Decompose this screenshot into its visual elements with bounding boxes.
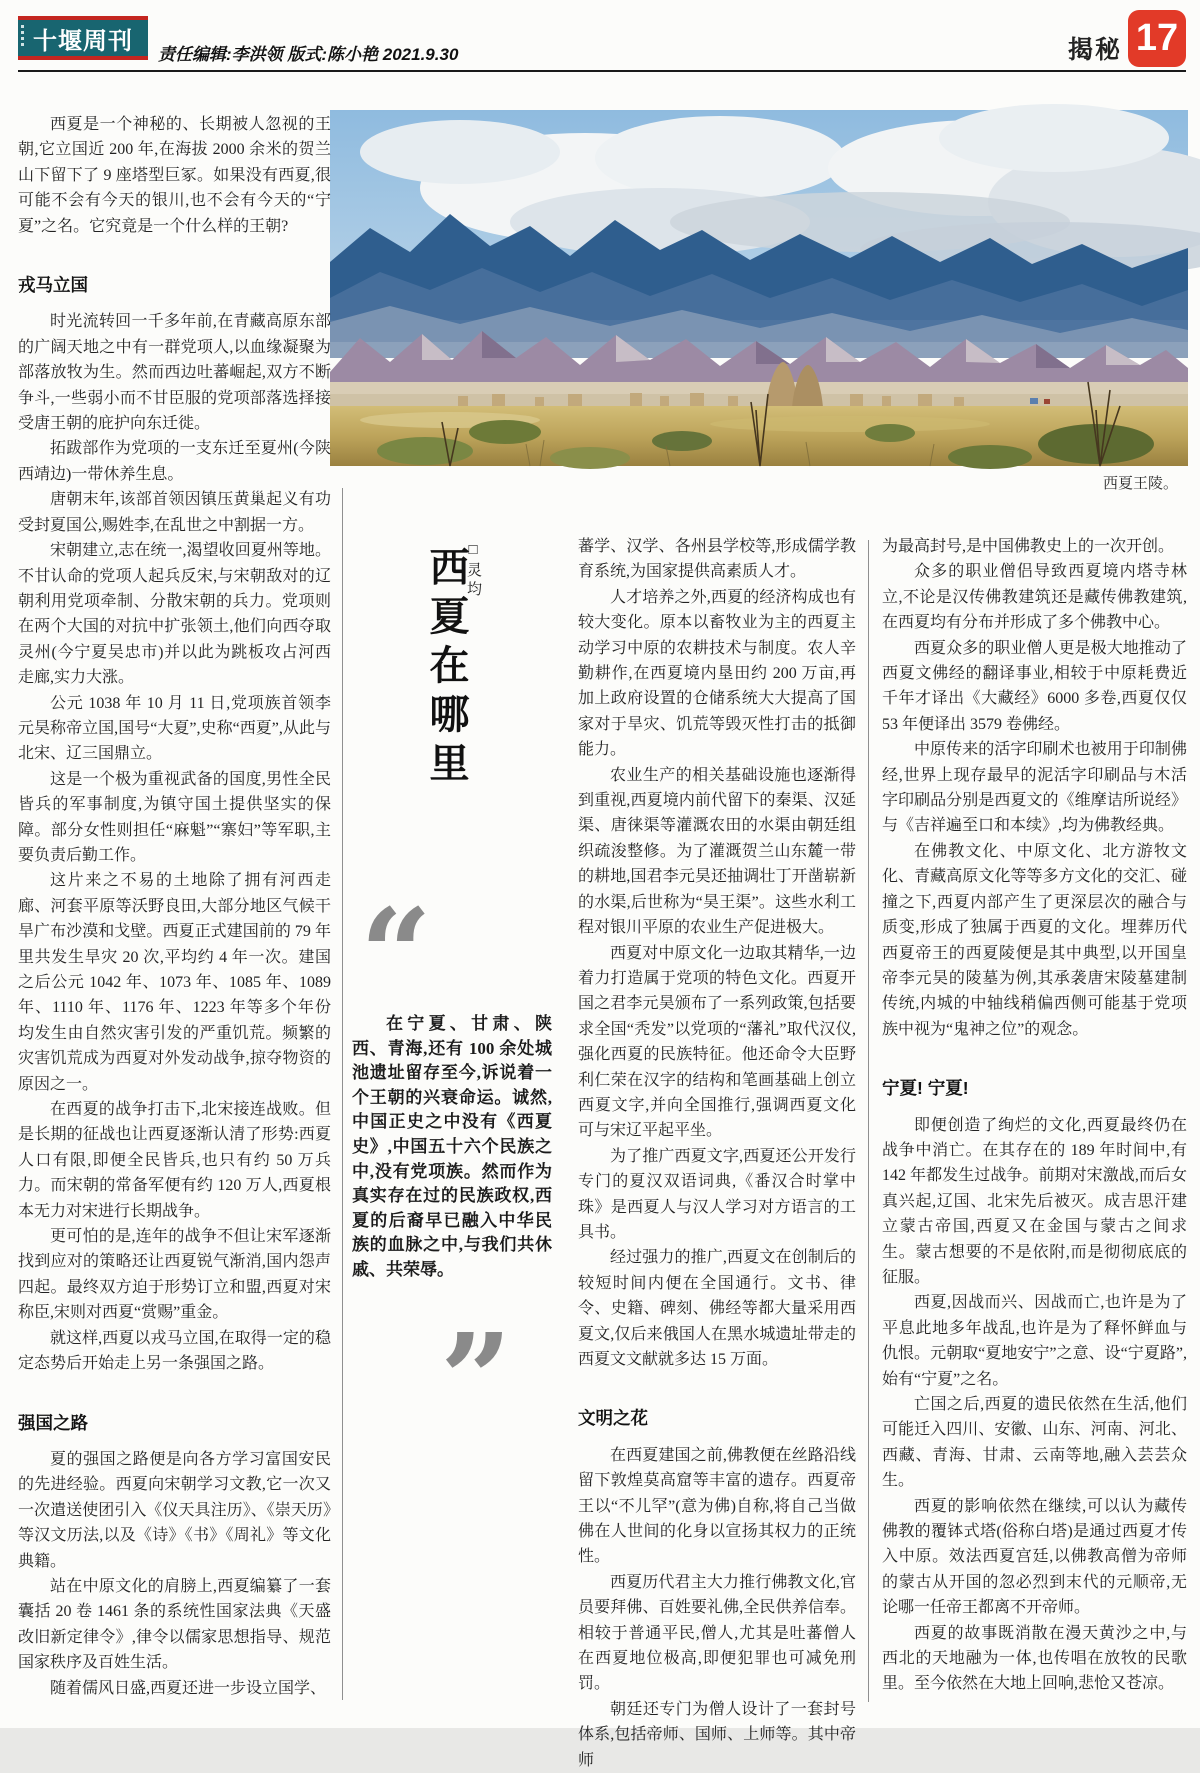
paragraph: 农业生产的相关基础设施也逐渐得到重视,西夏境内前代留下的秦渠、汉延渠、唐徕渠等灌溉农田的水渠由朝廷组织疏浚整修。为了灌溉贺兰山东麓一带的耕地,国君李元昊还抽调壮丁开凿崭新的水渠,后世称为“昊王渠”。这些水利工程对银川平原的农业生产促进极大。 <box>578 766 856 937</box>
paragraph: 更可怕的是,连年的战争不但让宋军逐渐找到应对的策略还让西夏锐气渐消,国内怨声四起。最终双方迫于形势订立和盟,西夏对宋称臣,宋则对西夏“赏赐”重金。 <box>18 1228 331 1322</box>
paragraph: 朝廷还专门为僧人设计了一套封号体系,包括帝师、国师、上师等。其中帝师 <box>578 1700 856 1769</box>
pull-quote-close-icon: ” <box>440 1307 512 1453</box>
paragraph: 西夏,因战而兴、因战而亡,也许是为了平息此地多年战乱,也许是为了释怀鲜血与仇恨。元朝取“夏地安宁”之意、设“宁夏路”,始有“宁夏”之名。 <box>882 1294 1187 1388</box>
masthead-title: 十堰周刊 <box>33 27 133 55</box>
pull-quote-text: 在宁夏、甘肃、陕西、青海,还有 100 余处城池遗址留存至今,诉说着一个王朝的兴衰命运。诚然,中国正史之中没有《西夏史》,中国五十六个民族之中,没有党项族。然而作为真实存在过的民族政权,西夏的后裔早已融入中华民族的血脉之中,与我们共休戚、共荣辱。 <box>352 1014 552 1279</box>
pull-quote-open-icon: “ <box>360 882 432 1028</box>
paragraph: 众多的职业僧侣导致西夏境内塔寺林立,不论是汉传佛教建筑还是藏传佛教建筑,在西夏均有分布并形成了多个佛教中心。 <box>882 563 1187 632</box>
paragraph: 时光流转回一千多年前,在青藏高原东部的广阔天地之中有一群党项人,以血缘凝聚为部落放牧为生。然而西边吐蕃崛起,双方不断争斗,一些弱小而不甘臣服的党项部落选择接受唐王朝的庇护向东迁徙。 <box>18 313 331 433</box>
editor-meta: 责任编辑:李洪领 版式:陈小艳 2021.9.30 <box>158 45 459 64</box>
column-divider <box>342 488 343 1700</box>
paragraph: 中原传来的活字印刷术也被用于印制佛经,世界上现存最早的泥活字印刷品与木活字印刷品分别是西夏文的《维摩诘所说经》与《吉祥遍至口和本续》,均为佛教经典。 <box>882 741 1187 835</box>
xixia-tombs-photo <box>330 110 1188 466</box>
column-divider <box>868 540 869 1702</box>
paragraph: 在西夏建国之前,佛教便在丝路沿线留下敦煌莫高窟等丰富的遗存。西夏帝王以“不儿罕”(意为佛)自称,将自己当做佛在人世间的化身以宣扬其权力的正统性。 <box>578 1446 856 1566</box>
paragraph: 公元 1038 年 10 月 11 日,党项族首领李元昊称帝立国,国号“大夏”,史称“西夏”,从此与北宋、辽三国鼎立。 <box>18 694 331 763</box>
paragraph: 蕃学、汉学、各州县学校等,形成儒学教育系统,为国家提供高素质人才。 <box>578 538 856 581</box>
paragraph: 在佛教文化、中原文化、北方游牧文化、青藏高原文化等等多方文化的交汇、碰撞之下,西夏内部产生了更深层次的融合与质变,形成了独属于西夏的文化。埋葬历代西夏帝王的西夏陵便是其中典型,以开国皇帝李元昊的陵墓为例,其承袭唐宋陵墓建制传统,内城的中轴线稍偏西侧可能基于党项族中视为“鬼神之位”的观念。 <box>882 842 1187 1038</box>
article-byline: □灵均 <box>465 542 481 600</box>
photo-caption: 西夏王陵。 <box>1102 476 1178 492</box>
section-heading: 文明之花 <box>578 1408 648 1429</box>
section-heading: 戎马立国 <box>18 275 88 296</box>
paragraph: 西夏众多的职业僧人更是极大地推动了西夏文佛经的翻译事业,相较于中原耗费近千年才译出《大藏经》6000 多卷,西夏仅仅 53 年便译出 3579 卷佛经。 <box>882 639 1187 733</box>
paragraph: 就这样,西夏以戎马立国,在取得一定的稳定态势后开始走上另一条强国之路。 <box>18 1329 331 1373</box>
paragraph: 亡国之后,西夏的遗民依然在生活,他们可能迁入四川、安徽、山东、河南、河北、西藏、青海、甘肃、云南等地,融入芸芸众生。 <box>882 1396 1187 1490</box>
paragraph: 宋朝建立,志在统一,渴望收回夏州等地。不甘认命的党项人起兵反宋,与宋朝敌对的辽朝利用党项牵制、分散宋朝的兵力。党项则在两个大国的对抗中扩张领土,他们向西夺取灵州(今宁夏吴忠市)并以此为跳板攻占河西走廊,实力大涨。 <box>18 542 331 687</box>
paragraph: 拓跋部作为党项的一支东迁至夏州(今陕西靖边)一带休养生息。 <box>18 440 331 483</box>
paragraph: 经过强力的推广,西夏文在创制后的较短时间内便在全国通行。文书、律令、史籍、碑刻、佛经等都大量采用西夏文,仅后来俄国人在黑水城遗址带走的西夏文文献就多达 15 万面。 <box>578 1249 856 1368</box>
paragraph: 西夏是一个神秘的、长期被人忽视的王朝,它立国近 200 年,在海拔 2000 余米的贺兰山下留下了 9 座塔型巨冢。如果没有西夏,很可能不会有今天的银川,也不会有今天的“宁夏”之名。它究竟是一个什么样的王朝? <box>18 116 331 235</box>
header-rule <box>18 70 1186 72</box>
paragraph: 随着儒风日盛,西夏还进一步设立国学、 <box>50 1679 327 1697</box>
paragraph: 这是一个极为重视武备的国度,男性全民皆兵的军事制度,为镇守国土提供坚实的保障。部分女性则担任“麻魁”“寨妇”等军职,主要负责后勤工作。 <box>18 770 331 864</box>
paragraph: 西夏的故事既消散在漫天黄沙之中,与西北的天地融为一体,也传唱在放牧的民歌里。至今依然在大地上回响,悲怆又苍凉。 <box>882 1624 1187 1693</box>
paragraph: 唐朝末年,该部首领因镇压黄巢起义有功受封夏国公,赐姓李,在乱世之中割据一方。 <box>18 491 331 534</box>
paragraph: 为了推广西夏文字,西夏还公开发行专门的夏汉双语词典,《番汉合时掌中珠》是西夏人与汉人学习对方语言的工具书。 <box>578 1147 856 1241</box>
paragraph: 在西夏的战争打击下,北宋接连战败。但是长期的征战也让西夏逐渐认清了形势:西夏人口有限,即便全民皆兵,也只有约 50 万兵力。而宋朝的常备军便有约 120 万人,西夏根本无力对宋进行长期战争。 <box>18 1101 331 1220</box>
paragraph: 夏的强国之路便是向各方学习富国安民的先进经验。西夏向宋朝学习文教,它一次又一次遣送使团引入《仪天具注历》、《崇天历》等汉文历法,以及《诗》《书》《周礼》等文化典籍。 <box>18 1450 331 1570</box>
paragraph: 为最高封号,是中国佛教史上的一次开创。 <box>882 538 1175 555</box>
column-1 <box>18 112 331 1708</box>
paragraph: 人才培养之外,西夏的经济构成也有较大变化。原本以畜牧业为主的西夏主动学习中原的农耕技术与制度。农人辛勤耕作,在西夏境内垦田约 200 万亩,再加上政府设置的仓储系统大大提高了国家对于旱灾、饥荒等毁灭性打击的抵御能力。 <box>578 588 856 759</box>
column-3 <box>578 534 856 1769</box>
landscape-photo-illustration <box>330 110 1188 466</box>
masthead-side-marks <box>21 25 25 46</box>
paragraph: 即便创造了绚烂的文化,西夏最终仍在战争中消亡。在其存在的 189 年时间中,有 142 年都发生过战争。前期对宋激战,而后女真兴起,辽国、北宋先后被灭。成吉思汗建立蒙古帝国,西夏又在金国与蒙古之间求生。蒙古想要的不是依附,而是彻彻底底的征服。 <box>882 1116 1187 1286</box>
column-4 <box>882 534 1187 1706</box>
paragraph: 站在中原文化的肩膀上,西夏编纂了一套囊括 20 卷 1461 条的系统性国家法典《天盛改旧新定律令》,律令以儒家思想指导、规范国家秩序及百姓生活。 <box>18 1577 331 1672</box>
paragraph: 西夏历代君主大力推行佛教文化,官员要拜佛、百姓要礼佛,全民供养信奉。相较于普通平民,僧人,尤其是吐蕃僧人在西夏地位极高,即便犯罪也可减免刑罚。 <box>578 1573 856 1693</box>
section-heading: 宁夏! 宁夏! <box>882 1078 969 1099</box>
masthead-logo <box>18 16 148 60</box>
section-label: 揭秘 <box>1068 36 1123 64</box>
paragraph: 这片来之不易的土地除了拥有河西走廊、河套平原等沃野良田,大部分地区气候干旱广布沙漠和戈壁。西夏正式建国前的 79 年里共发生旱灾 20 次,平均约 4 年一次。建国之后公元 1042 年、1073 年、1085 年、1089 年、1110 年、1176 年、1223 年等多个年份均发生由自然灾害引发的严重饥荒。频繁的灾害饥荒成为西夏对外发动战争,掠夺物资的原因之一。 <box>18 872 331 1093</box>
paragraph: 西夏的影响依然在继续,可以认为藏传佛教的覆钵式塔(俗称白塔)是通过西夏才传入中原。效法西夏宫廷,以佛教高僧为帝师的蒙古从开国的忽必烈到末代的元顺帝,无论哪一任帝王都离不开帝师。 <box>882 1497 1187 1617</box>
page-number-badge: 17 <box>1128 10 1186 67</box>
paragraph: 西夏对中原文化一边取其精华,一边着力打造属于党项的特色文化。西夏开国之君李元昊颁布了一系列政策,包括要求全国“秃发”以党项的“藩礼”取代汉仪,强化西夏的民族特征。他还命令大臣野利仁荣在汉字的结构和笔画基础上创立西夏文字,并向全国推行,强调西夏文化可与宋辽平起平坐。 <box>578 944 856 1140</box>
article-title-vertical: 西夏在哪里 <box>424 546 469 791</box>
section-heading: 强国之路 <box>18 1412 88 1433</box>
